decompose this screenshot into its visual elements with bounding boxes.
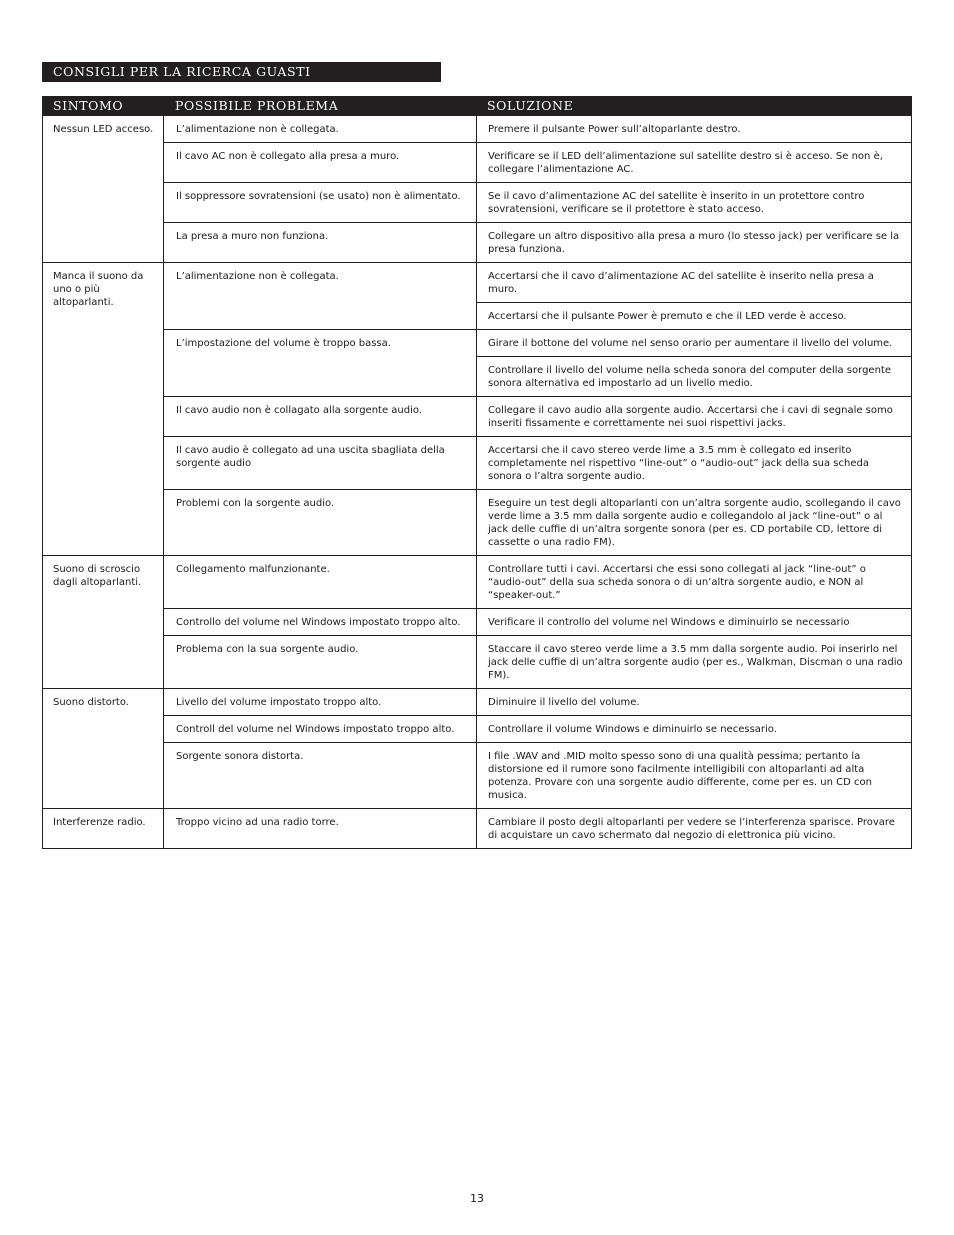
symptom-cell: Interferenze radio. — [43, 809, 164, 848]
problem-cell: Problemi con la sorgente audio. — [164, 490, 477, 555]
solution-list — [477, 183, 911, 222]
solution-cell: Collegare un altro dispositivo alla presa a muro (lo stesso jack) per verificare se la presa funziona. — [488, 231, 900, 255]
symptom-cell: Manca il suono da uno o più altoparlanti. — [43, 263, 164, 555]
solution-cell: Girare il bottone del volume nel senso orario per aumentare il livello del volume. — [488, 338, 893, 349]
solution-list — [477, 263, 911, 329]
symptom-cell: Nessun LED acceso. — [43, 116, 164, 262]
problem-cell: Il cavo audio è collegato ad una uscita sbagliata della sorgente audio — [164, 437, 477, 489]
problem-cell: L’impostazione del volume è troppo bassa. — [164, 330, 477, 396]
troubleshooting-table — [42, 116, 912, 849]
table-row — [164, 116, 911, 142]
problem-list — [164, 809, 911, 848]
table-row — [164, 142, 911, 182]
table-row — [164, 689, 911, 715]
symptom-cell: Suono distorto. — [43, 689, 164, 808]
table-row — [164, 436, 911, 489]
solution-list — [477, 556, 911, 608]
table-row — [164, 742, 911, 808]
problem-cell: Livello del volume impostato troppo alto. — [164, 689, 477, 715]
header-solution: SOLUZIONE — [487, 98, 574, 113]
solution-cell: Accertarsi che il cavo stereo verde lime a 3.5 mm è collegato ed inserito completamente nel rispettivo “line-out” o “audio-out” jack della sua scheda sonora o l’altra sorgente audio. — [488, 445, 869, 482]
table-row — [164, 396, 911, 436]
table-row — [164, 809, 911, 848]
problem-list — [164, 116, 911, 262]
problem-list — [164, 263, 911, 555]
problem-cell: Il soppressore sovratensioni (se usato) non è alimentato. — [164, 183, 477, 222]
solution-list — [477, 743, 911, 808]
solution-cell: Controllare il volume Windows e diminuirlo se necessario. — [488, 724, 777, 735]
symptom-group — [43, 688, 911, 808]
solution-cell: Staccare il cavo stereo verde lime a 3.5 mm dalla sorgente audio. Poi inserirlo nel jack delle cuffie di un’altra sorgente audio (per es., Walkman, Discman o una radio FM). — [488, 644, 903, 681]
solution-list — [477, 689, 911, 715]
table-row — [164, 556, 911, 608]
section-title: CONSIGLI PER LA RICERCA GUASTI — [42, 62, 441, 82]
solution-cell: Verificare se il LED dell’alimentazione sul satellite destro si è acceso. Se non è, collegare l’alimentazione AC. — [488, 151, 883, 175]
solution-cell: Verificare il controllo del volume nel Windows e diminuirlo se necessario — [488, 617, 850, 628]
table-row — [164, 608, 911, 635]
problem-cell: Controll del volume nel Windows impostato troppo alto. — [164, 716, 477, 742]
problem-cell: Collegamento malfunzionante. — [164, 556, 477, 608]
solution-cell: I file .WAV and .MID molto spesso sono di una qualità pessima; pertanto la distorsione ed il rumore sono facilmente intelligibili con altoparlanti ad alta potenza. Provare con una sorgente audio differente, come per es. un CD con musica. — [488, 751, 872, 801]
table-header — [42, 96, 912, 116]
table-row — [164, 329, 911, 396]
table-row — [164, 715, 911, 742]
table-row — [164, 635, 911, 688]
solution-cell: Accertarsi che il cavo d’alimentazione AC del satellite è inserito nella presa a muro. — [488, 271, 874, 295]
symptom-group — [43, 262, 911, 555]
solution-list — [477, 636, 911, 688]
symptom-group — [43, 808, 911, 848]
header-problem: POSSIBILE PROBLEMA — [175, 98, 339, 113]
problem-cell: L’alimentazione non è collegata. — [164, 263, 477, 329]
table-row — [164, 263, 911, 329]
problem-cell: Controllo del volume nel Windows impostato troppo alto. — [164, 609, 477, 635]
page-number: 13 — [470, 1192, 484, 1205]
solution-list — [477, 609, 911, 635]
table-row — [164, 489, 911, 555]
solution-cell: Accertarsi che il pulsante Power è premuto e che il LED verde è acceso. — [477, 302, 911, 329]
solution-list — [477, 809, 911, 848]
solution-cell: Cambiare il posto degli altoparlanti per vedere se l’interferenza sparisce. Provare di acquistare un cavo schermato dal negozio di elettronica più vicino. — [488, 817, 895, 841]
symptom-group — [43, 116, 911, 262]
solution-list — [477, 716, 911, 742]
problem-cell: L’alimentazione non è collegata. — [164, 116, 477, 142]
solution-cell: Controllare il livello del volume nella scheda sonora del computer della sorgente sonora alternativa ed impostarlo ad un livello medio. — [477, 356, 911, 396]
problem-cell: La presa a muro non funziona. — [164, 223, 477, 262]
table-row — [164, 182, 911, 222]
problem-list — [164, 556, 911, 688]
problem-cell: Problema con la sua sorgente audio. — [164, 636, 477, 688]
problem-list — [164, 689, 911, 808]
solution-cell: Diminuire il livello del volume. — [488, 697, 640, 708]
solution-list — [477, 397, 911, 436]
solution-list — [477, 143, 911, 182]
problem-cell: Il cavo audio non è collagato alla sorgente audio. — [164, 397, 477, 436]
table-row — [164, 222, 911, 262]
solution-cell: Collegare il cavo audio alla sorgente audio. Accertarsi che i cavi di segnale somo inseriti fissamente e correttamente nei suoi rispettivi jacks. — [488, 405, 893, 429]
symptom-cell: Suono di scroscio dagli altoparlanti. — [43, 556, 164, 688]
solution-list — [477, 223, 911, 262]
problem-cell: Il cavo AC non è collegato alla presa a muro. — [164, 143, 477, 182]
solution-list — [477, 116, 911, 142]
solution-list — [477, 490, 911, 555]
symptom-group — [43, 555, 911, 688]
solution-cell: Eseguire un test degli altoparlanti con un’altra sorgente audio, scollegando il cavo verde lime a 3.5 mm dalla sorgente audio e collegandolo al jack “line-out” o al jack delle cuffie di un’altra sorgente sonora (per es. CD portabile CD, lettore di cassette o una radio FM). — [488, 498, 901, 548]
solution-cell: Se il cavo d’alimentazione AC del satellite è inserito in un protettore contro sovratensioni, verificare se il protettore è stato acceso. — [488, 191, 865, 215]
solution-list — [477, 330, 911, 396]
problem-cell: Sorgente sonora distorta. — [164, 743, 477, 808]
solution-cell: Premere il pulsante Power sull’altoparlante destro. — [488, 124, 741, 135]
solution-list — [477, 437, 911, 489]
solution-cell: Controllare tutti i cavi. Accertarsi che essi sono collegati al jack “line-out” o “audio-out” della sua scheda sonora o di un’altra sorgente audio, e NON al “speaker-out.” — [488, 564, 866, 601]
header-symptom: SINTOMO — [53, 98, 124, 113]
problem-cell: Troppo vicino ad una radio torre. — [164, 809, 477, 848]
